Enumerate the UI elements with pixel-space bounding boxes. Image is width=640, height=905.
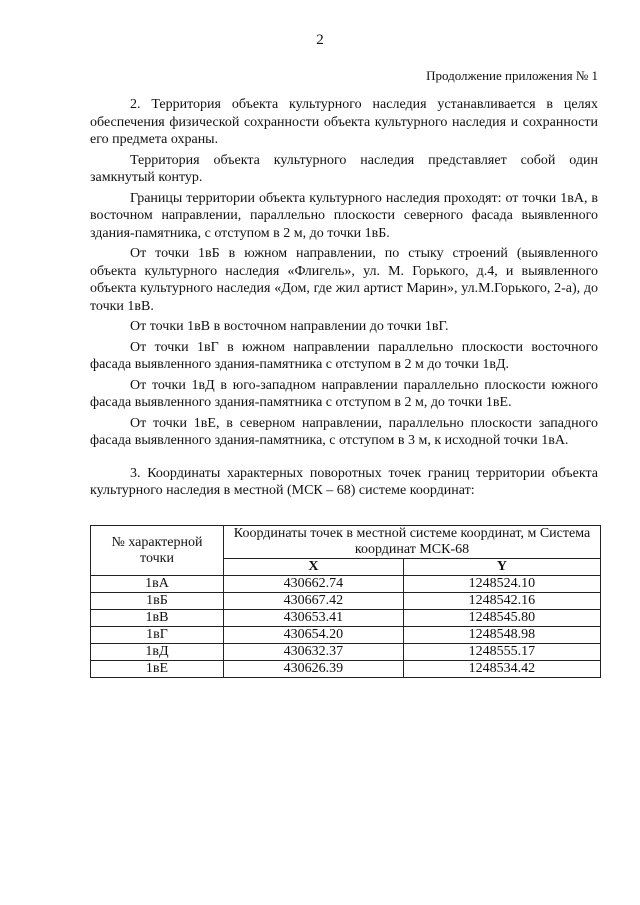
- header-y: Y: [403, 559, 600, 576]
- coordinates-table: [90, 525, 601, 678]
- paragraph-coordinates: 3. Координаты характерных поворотных точек границ территории объекта культурного наследия в местной (МСК – 68) системе координат:: [90, 465, 598, 498]
- cell-y: 1248548.98: [403, 627, 600, 644]
- table-row: [91, 576, 601, 593]
- paragraph-point-1ve: От точки 1вЕ, в северном направлении, параллельно плоскости западного фасада выявленного здания-памятника, с отступом в 3 м, к исходной точки 1вА.: [90, 415, 598, 448]
- cell-y: 1248524.10: [403, 576, 600, 593]
- table-row: [91, 593, 601, 610]
- cell-point: 1вВ: [91, 610, 224, 627]
- header-x: X: [224, 559, 404, 576]
- table-row: [91, 627, 601, 644]
- paragraph-point-1vb: От точки 1вБ в южном направлении, по стыку строений (выявленного объекта культурного наследия «Флигель», ул. М. Горького, д.4, и выявленного объекта культурного наследия «Дом, где жил артист Марин», ул.М.Горького, 2-а), до точки 1вВ.: [90, 246, 598, 314]
- appendix-continuation-note: Продолжение приложения № 1: [426, 68, 598, 83]
- cell-x: 430667.42: [224, 593, 404, 610]
- paragraph-boundaries: Границы территории объекта культурного наследия проходят: от точки 1вА, в восточном направлении, параллельно плоскости северного фасада выявленного здания-памятника, с отступом в 2 м, до точки 1вБ.: [90, 190, 598, 241]
- cell-x: 430653.41: [224, 610, 404, 627]
- paragraph-point-1vg: От точки 1вГ в южном направлении параллельно плоскости восточного фасада выявленного здания-памятника с отступом в 2 м до точки 1вД.: [90, 339, 598, 372]
- cell-point: 1вЕ: [91, 661, 224, 678]
- cell-y: 1248555.17: [403, 644, 600, 661]
- table-row: [91, 610, 601, 627]
- body-text: [90, 96, 598, 503]
- cell-point: 1вД: [91, 644, 224, 661]
- cell-x: 430632.37: [224, 644, 404, 661]
- page-number: 2: [316, 32, 324, 48]
- cell-point: 1вА: [91, 576, 224, 593]
- cell-y: 1248542.16: [403, 593, 600, 610]
- cell-x: 430626.39: [224, 661, 404, 678]
- cell-y: 1248545.80: [403, 610, 600, 627]
- header-point: № характерной точки: [91, 526, 224, 576]
- cell-x: 430662.74: [224, 576, 404, 593]
- cell-point: 1вГ: [91, 627, 224, 644]
- paragraph-territory: 2. Территория объекта культурного наследия устанавливается в целях обеспечения физической сохранности объекта культурного наследия и сохранности его предмета охраны.: [90, 97, 598, 147]
- paragraph-point-1vv: От точки 1вВ в восточном направлении до точки 1вГ.: [130, 319, 449, 334]
- header-coordinates: Координаты точек в местной системе координат, м Система координат МСК-68: [224, 526, 601, 559]
- paragraph-contour: Территория объекта культурного наследия представляет собой один замкнутый контур.: [90, 152, 598, 185]
- cell-point: 1вБ: [91, 593, 224, 610]
- table-row: [91, 644, 601, 661]
- cell-y: 1248534.42: [403, 661, 600, 678]
- cell-x: 430654.20: [224, 627, 404, 644]
- paragraph-point-1vd: От точки 1вД в юго-западном направлении параллельно плоскости южного фасада выявленного здания-памятника с отступом в 2 м, до точки 1вЕ.: [90, 377, 598, 410]
- table-row: [91, 661, 601, 678]
